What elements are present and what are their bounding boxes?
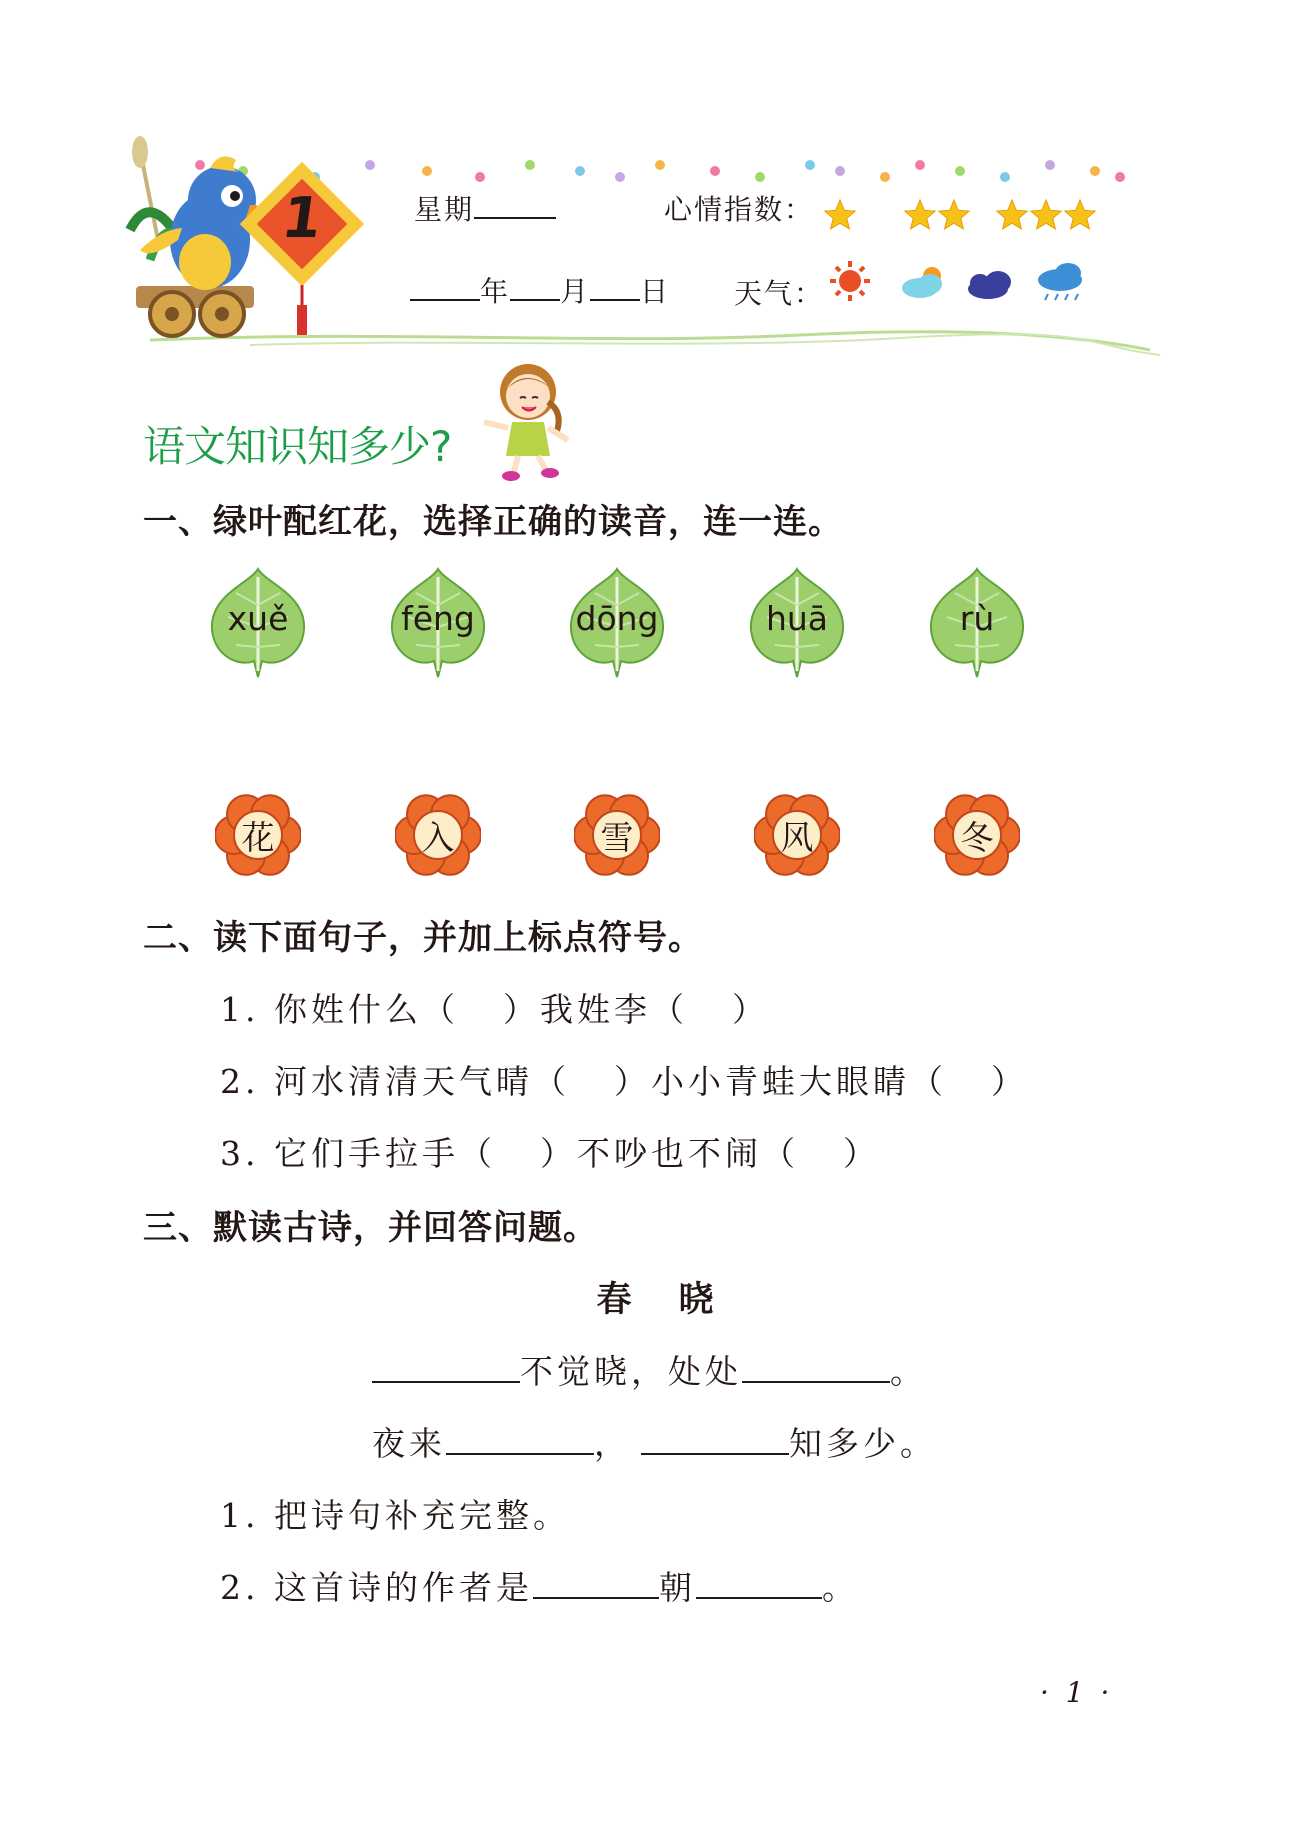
weekday-blank[interactable] <box>474 217 556 219</box>
section3-heading: 三、默读古诗，并回答问题。 <box>143 1208 598 1248</box>
pinyin-label: fēng <box>401 599 475 638</box>
poem-blank-4[interactable] <box>641 1453 789 1455</box>
confetti-dot <box>365 160 375 170</box>
confetti-dot <box>880 172 890 182</box>
weather-label: 天气： <box>734 277 825 310</box>
author-blank[interactable] <box>696 1597 822 1599</box>
pinyin-label: dōng <box>575 599 659 638</box>
mood-level-2[interactable] <box>905 200 969 229</box>
year-label: 年 <box>480 275 511 308</box>
poem-line-1: 不觉晓，处处 。 <box>372 1346 927 1393</box>
sentence-item-1: 1. 你姓什么（ ）我姓李（ ） <box>220 990 769 1029</box>
sentence-item-3: 3. 它们手拉手（ ）不吵也不闹（ ） <box>220 1134 880 1173</box>
pinyin-label: huā <box>765 599 829 638</box>
confetti-dot <box>525 160 535 170</box>
confetti-dot <box>475 172 485 182</box>
dynasty-blank[interactable] <box>533 1597 659 1599</box>
sun-icon[interactable] <box>830 261 870 301</box>
section2-heading: 二、读下面句子，并加上标点符号。 <box>143 918 703 958</box>
star-icon <box>1031 200 1061 229</box>
pinyin-leaf[interactable] <box>206 565 310 680</box>
character-label: 入 <box>421 818 455 857</box>
confetti-dot <box>915 160 925 170</box>
poem-line-2: 夜来 ， 知多少。 <box>372 1424 937 1463</box>
page-number: · 1 · <box>1040 1676 1114 1709</box>
confetti-dot <box>805 160 815 170</box>
character-flower[interactable] <box>754 792 840 878</box>
month-label: 月 <box>560 275 591 308</box>
confetti-dot <box>615 172 625 182</box>
day-blank[interactable] <box>590 299 640 301</box>
partly-cloudy-icon[interactable] <box>902 267 942 298</box>
poem-blank-3[interactable] <box>446 1453 594 1455</box>
character-flower[interactable] <box>395 792 481 878</box>
weather-icons <box>828 258 1108 308</box>
confetti-dot <box>1000 172 1010 182</box>
confetti-dot <box>195 160 205 170</box>
star-icon <box>997 200 1027 229</box>
day-label: 日 <box>640 275 671 308</box>
confetti-dot <box>575 166 585 176</box>
confetti-dot <box>835 166 845 176</box>
confetti-dots <box>195 160 1125 182</box>
confetti-dot <box>655 160 665 170</box>
confetti-dot <box>755 172 765 182</box>
star-icon <box>825 200 855 229</box>
rain-cloud-icon[interactable] <box>1038 263 1082 300</box>
pinyin-leaf[interactable] <box>925 565 1029 680</box>
month-blank[interactable] <box>510 299 560 301</box>
page-title: 语文知识知多少? <box>143 422 452 471</box>
pinyin-label: xuě <box>227 599 289 638</box>
poem-title: 春 晓 <box>596 1280 720 1320</box>
mood-level-1[interactable] <box>825 200 855 229</box>
character-label: 花 <box>241 818 275 857</box>
mood-level-3[interactable] <box>997 200 1095 229</box>
girl-mascot-icon <box>478 352 574 482</box>
star-icon <box>905 200 935 229</box>
confetti-dot <box>1090 166 1100 176</box>
character-flower[interactable] <box>215 792 301 878</box>
star-icon <box>939 200 969 229</box>
pinyin-leaf[interactable] <box>386 565 490 680</box>
day-number: 1 <box>277 186 327 251</box>
mood-stars <box>820 196 1120 236</box>
star-icon <box>1065 200 1095 229</box>
mood-label: 心情指数： <box>664 193 815 226</box>
header-decoration <box>0 0 1316 380</box>
character-label: 风 <box>780 818 814 857</box>
cloud-icon[interactable] <box>968 271 1011 299</box>
year-blank[interactable] <box>410 299 480 301</box>
confetti-dot <box>710 166 720 176</box>
weekday-field <box>414 188 556 228</box>
question-2: 2. 这首诗的作者是 朝 。 <box>220 1568 859 1607</box>
confetti-dot <box>1115 172 1125 182</box>
confetti-dot <box>1045 160 1055 170</box>
confetti-dot <box>955 166 965 176</box>
pinyin-leaf[interactable] <box>745 565 849 680</box>
question-1: 1. 把诗句补充完整。 <box>220 1496 570 1535</box>
section1-heading: 一、绿叶配红花，选择正确的读音，连一连。 <box>143 502 843 542</box>
sentence-item-2: 2. 河水清清天气晴（ ）小小青蛙大眼睛（ ） <box>220 1062 1028 1101</box>
character-flower[interactable] <box>934 792 1020 878</box>
weekday-label: 星期 <box>414 193 475 226</box>
character-flower[interactable] <box>574 792 660 878</box>
date-field <box>410 270 670 310</box>
poem-blank-2[interactable] <box>742 1381 890 1383</box>
pinyin-leaf[interactable] <box>565 565 669 680</box>
pinyin-label: rù <box>959 599 995 638</box>
character-label: 雪 <box>600 818 634 857</box>
poem-blank-1[interactable] <box>372 1381 520 1383</box>
character-label: 冬 <box>960 818 994 857</box>
confetti-dot <box>422 166 432 176</box>
